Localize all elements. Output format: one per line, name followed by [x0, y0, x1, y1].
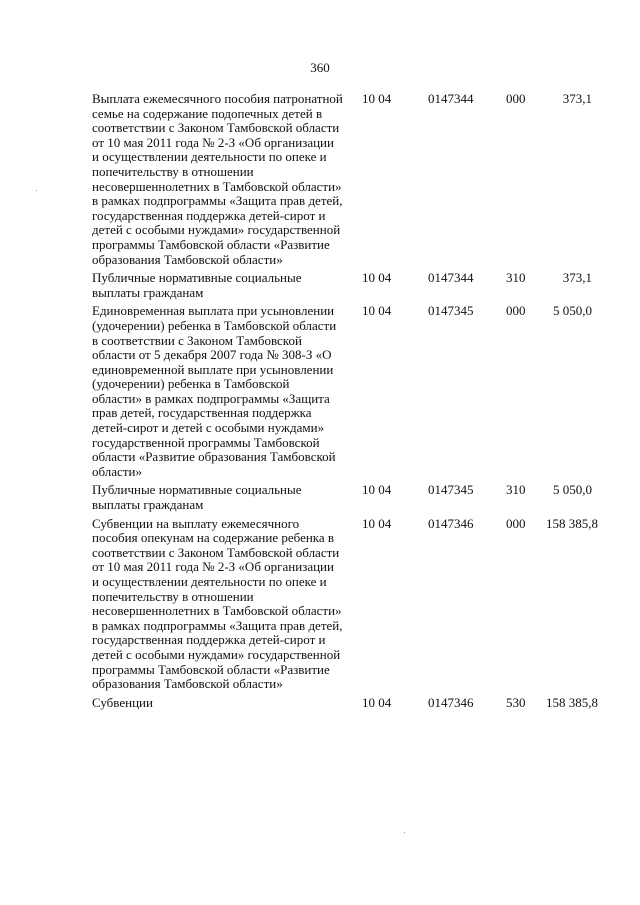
description-line: и осуществлении деятельности по опеке и [92, 149, 327, 165]
description-line: от 10 мая 2011 года № 2-З «Об организации [92, 559, 334, 575]
description-line: детей-сирот и детей с особыми нуждами» [92, 420, 325, 436]
description-line: государственной программы Тамбовской [92, 434, 320, 450]
target-article-code: 0147346 [428, 515, 474, 531]
expense-type-code: 000 [506, 515, 526, 531]
description-line: от 10 мая 2011 года № 2-З «Об организации [92, 134, 334, 150]
amount: 373,1 [562, 270, 592, 286]
amount: 373,1 [562, 91, 592, 106]
table-row [92, 92, 592, 267]
expense-type-code: 000 [506, 303, 526, 319]
expense-type-code: 000 [506, 91, 526, 106]
expense-type-code: 310 [506, 482, 526, 498]
section-code: 10 04 [362, 303, 392, 319]
scan-speck [404, 832, 405, 833]
description-line: соответствии с Законом Тамбовской области [92, 120, 340, 136]
target-article-code: 0147345 [428, 482, 474, 498]
description-line: (удочерении) ребенка в Тамбовской области [92, 317, 337, 333]
amount: 5 050,0 [553, 482, 592, 498]
description-line: в рамках подпрограммы «Защита прав детей, [92, 617, 343, 633]
description-line: области» в рамках подпрограммы «Защита [92, 390, 330, 406]
description-line: выплаты гражданам [92, 497, 204, 513]
row-description [92, 483, 354, 512]
row-description [92, 517, 354, 692]
table-row [92, 304, 592, 479]
section-code: 10 04 [362, 482, 392, 498]
description-line: несовершеннолетних в Тамбовской области» [92, 178, 342, 194]
description-line: попечительству в отношении [92, 163, 254, 179]
target-article-code: 0147346 [428, 694, 474, 710]
row-description [92, 304, 354, 479]
description-line: Субвенции на выплату ежемесячного [92, 515, 300, 531]
description-line: в соответствии с Законом Тамбовской [92, 332, 302, 348]
scan-speck [36, 190, 37, 191]
expense-type-code: 310 [506, 270, 526, 286]
amount: 5 050,0 [553, 303, 592, 319]
description-line: программы Тамбовской области «Развитие [92, 236, 330, 252]
description-line: прав детей, государственная поддержка [92, 405, 312, 421]
description-line: Выплата ежемесячного пособия патронатной [92, 91, 343, 106]
description-line: единовременной выплате при усыновлении [92, 361, 334, 377]
description-line: семье на содержание подопечных детей в [92, 105, 323, 121]
table-row [92, 483, 592, 512]
description-line: (удочерении) ребенка в Тамбовской [92, 376, 290, 392]
target-article-code: 0147344 [428, 270, 474, 286]
target-article-code: 0147344 [428, 91, 474, 106]
description-line: попечительству в отношении [92, 588, 254, 604]
description-line: пособия опекунам на содержание ребенка в [92, 530, 335, 546]
table-row [92, 271, 592, 300]
row-description [92, 271, 354, 300]
description-line: и осуществлении деятельности по опеке и [92, 574, 327, 589]
description-line: Единовременная выплата при усыновлении [92, 303, 335, 319]
description-line: Публичные нормативные социальные [92, 482, 302, 498]
table-row [92, 515, 598, 692]
description-line: государственная поддержка детей-сирот и [92, 207, 326, 223]
section-code: 10 04 [362, 91, 392, 106]
row-description [92, 696, 354, 711]
description-line: области «Развитие образования Тамбовской [92, 449, 336, 465]
amount: 158 385,8 [546, 515, 598, 531]
description-line: детей с особыми нуждами» государственной [92, 222, 341, 238]
table-row [92, 694, 598, 711]
description-line: образования Тамбовской области» [92, 251, 283, 267]
target-article-code: 0147345 [428, 303, 474, 319]
description-line: области» [92, 463, 142, 479]
description-line: программы Тамбовской области «Развитие [92, 661, 330, 677]
section-code: 10 04 [362, 694, 392, 710]
description-line: в рамках подпрограммы «Защита прав детей, [92, 193, 343, 209]
description-line: области от 5 декабря 2007 года № 308-З «О [92, 347, 332, 363]
section-code: 10 04 [362, 270, 392, 286]
description-line: несовершеннолетних в Тамбовской области» [92, 603, 342, 619]
description-line: Субвенции [92, 694, 153, 710]
description-line: образования Тамбовской области» [92, 676, 283, 692]
expense-type-code: 530 [506, 694, 526, 710]
description-line: государственная поддержка детей-сирот и [92, 632, 326, 648]
description-line: соответствии с Законом Тамбовской области [92, 544, 340, 560]
description-line: Публичные нормативные социальные [92, 270, 302, 286]
description-line: детей с особыми нуждами» государственной [92, 646, 341, 662]
budget-table [92, 91, 598, 714]
description-line: выплаты гражданам [92, 284, 204, 300]
amount: 158 385,8 [546, 694, 598, 710]
section-code: 10 04 [362, 515, 392, 531]
page-number: 360 [310, 60, 330, 75]
row-description [92, 92, 354, 267]
